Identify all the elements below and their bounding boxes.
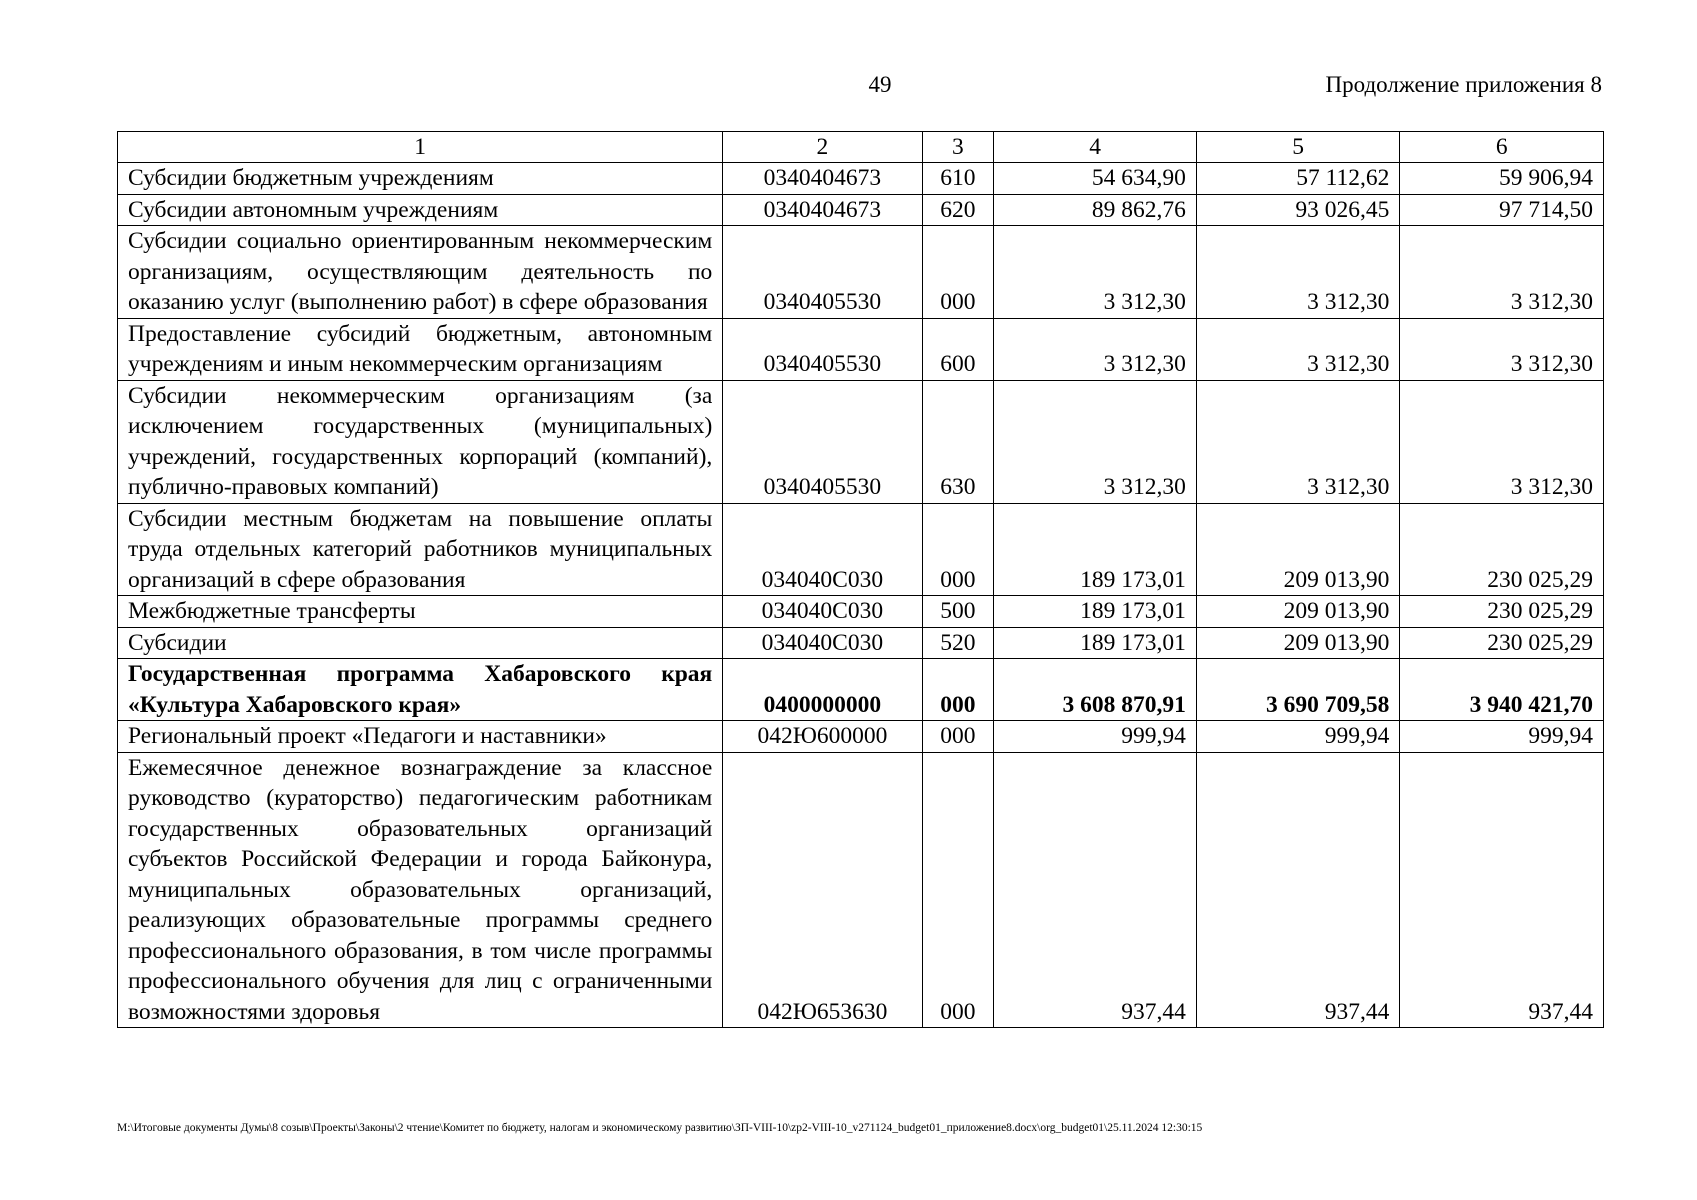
row-expense-type: 630 (922, 380, 994, 503)
row-code: 0400000000 (723, 659, 922, 721)
row-value-3: 230 025,29 (1400, 627, 1604, 659)
row-name: Субсидии бюджетным учреждениям (118, 163, 723, 195)
table-row (118, 163, 1604, 195)
row-name: Субсидии некоммерческим организациям (за исключением государственных (муниципальных) учреждений, государственных корпораций (компаний), публично-правовых компаний) (118, 380, 723, 503)
row-name: Субсидии местным бюджетам на повышение оплаты труда отдельных категорий работников муниципальных организаций в сфере образования (118, 503, 723, 596)
row-value-2: 209 013,90 (1196, 596, 1400, 628)
row-value-1: 3 608 870,91 (994, 659, 1196, 721)
row-code: 0340404673 (723, 163, 922, 195)
row-name: Субсидии социально ориентированным некоммерческим организациям, осуществляющим деятельность по оказанию услуг (выполнению работ) в сфере образования (118, 226, 723, 319)
row-value-3: 3 312,30 (1400, 226, 1604, 319)
row-expense-type: 000 (922, 503, 994, 596)
row-name: Государственная программа Хабаровского края «Культура Хабаровского края» (118, 659, 723, 721)
row-code: 034040С030 (723, 627, 922, 659)
row-value-2: 3 312,30 (1196, 380, 1400, 503)
row-name: Ежемесячное денежное вознаграждение за классное руководство (кураторство) педагогическим работникам государственных образовательных организаций субъектов Российской Федерации и города Байконура, муниципальных образовательных организаций, реализующих образовательные программы среднего профессионального образования, в том числе программы профессионального обучения для лиц с ограниченными возможностями здоровья (118, 752, 723, 1028)
column-number-row (118, 132, 1604, 163)
row-code: 042Ю600000 (723, 721, 922, 753)
table-row (118, 226, 1604, 319)
row-value-1: 54 634,90 (994, 163, 1196, 195)
row-expense-type: 000 (922, 721, 994, 753)
table-row (118, 627, 1604, 659)
table-row (118, 596, 1604, 628)
row-expense-type: 000 (922, 752, 994, 1028)
column-number: 6 (1400, 132, 1604, 163)
row-value-3: 230 025,29 (1400, 503, 1604, 596)
row-name: Субсидии автономным учреждениям (118, 194, 723, 226)
column-number: 3 (922, 132, 994, 163)
row-value-1: 3 312,30 (994, 318, 1196, 380)
row-code: 0340405530 (723, 226, 922, 319)
row-value-3: 230 025,29 (1400, 596, 1604, 628)
row-value-1: 3 312,30 (994, 380, 1196, 503)
column-number: 1 (118, 132, 723, 163)
continuation-caption: Продолжение приложения 8 (1325, 72, 1602, 97)
row-value-3: 3 312,30 (1400, 318, 1604, 380)
row-expense-type: 500 (922, 596, 994, 628)
document-file-path: M:\Итоговые документы Думы\8 созыв\Проекты\Законы\2 чтение\Комитет по бюджету, налогам и экономическому развитию\ЗП-VIII-10\zp2-VIII-10_v271124_budget01_приложение8.docx\org_budget01\25.11.2024 12:30:15 (117, 1122, 1203, 1134)
row-code: 034040С030 (723, 596, 922, 628)
row-value-3: 59 906,94 (1400, 163, 1604, 195)
row-code: 0340405530 (723, 380, 922, 503)
row-code: 042Ю653630 (723, 752, 922, 1028)
row-value-1: 189 173,01 (994, 596, 1196, 628)
row-value-2: 209 013,90 (1196, 627, 1400, 659)
row-name: Предоставление субсидий бюджетным, автономным учреждениям и иным некоммерческим организациям (118, 318, 723, 380)
row-value-2: 93 026,45 (1196, 194, 1400, 226)
row-value-1: 999,94 (994, 721, 1196, 753)
row-expense-type: 000 (922, 226, 994, 319)
row-value-3: 3 312,30 (1400, 380, 1604, 503)
row-value-1: 3 312,30 (994, 226, 1196, 319)
row-code: 0340405530 (723, 318, 922, 380)
table-row (118, 380, 1604, 503)
row-value-3: 937,44 (1400, 752, 1604, 1028)
row-expense-type: 520 (922, 627, 994, 659)
budget-table (117, 131, 1604, 1028)
row-value-1: 189 173,01 (994, 503, 1196, 596)
table-row (118, 721, 1604, 753)
row-name: Субсидии (118, 627, 723, 659)
table-row (118, 752, 1604, 1028)
row-value-2: 209 013,90 (1196, 503, 1400, 596)
row-value-1: 937,44 (994, 752, 1196, 1028)
row-expense-type: 610 (922, 163, 994, 195)
row-value-2: 999,94 (1196, 721, 1400, 753)
table-row-program (118, 659, 1604, 721)
row-value-3: 3 940 421,70 (1400, 659, 1604, 721)
row-name: Межбюджетные трансферты (118, 596, 723, 628)
row-value-2: 937,44 (1196, 752, 1400, 1028)
row-value-2: 3 690 709,58 (1196, 659, 1400, 721)
row-expense-type: 620 (922, 194, 994, 226)
row-value-3: 97 714,50 (1400, 194, 1604, 226)
row-value-1: 89 862,76 (994, 194, 1196, 226)
row-value-2: 3 312,30 (1196, 318, 1400, 380)
row-code: 0340404673 (723, 194, 922, 226)
page-number: 49 (868, 72, 892, 97)
table-row (118, 318, 1604, 380)
column-number: 4 (994, 132, 1196, 163)
table-row (118, 194, 1604, 226)
row-name: Региональный проект «Педагоги и наставники» (118, 721, 723, 753)
row-value-2: 57 112,62 (1196, 163, 1400, 195)
row-value-2: 3 312,30 (1196, 226, 1400, 319)
row-expense-type: 600 (922, 318, 994, 380)
row-value-1: 189 173,01 (994, 627, 1196, 659)
row-value-3: 999,94 (1400, 721, 1604, 753)
column-number: 2 (723, 132, 922, 163)
column-number: 5 (1196, 132, 1400, 163)
row-code: 034040С030 (723, 503, 922, 596)
row-expense-type: 000 (922, 659, 994, 721)
table-row (118, 503, 1604, 596)
